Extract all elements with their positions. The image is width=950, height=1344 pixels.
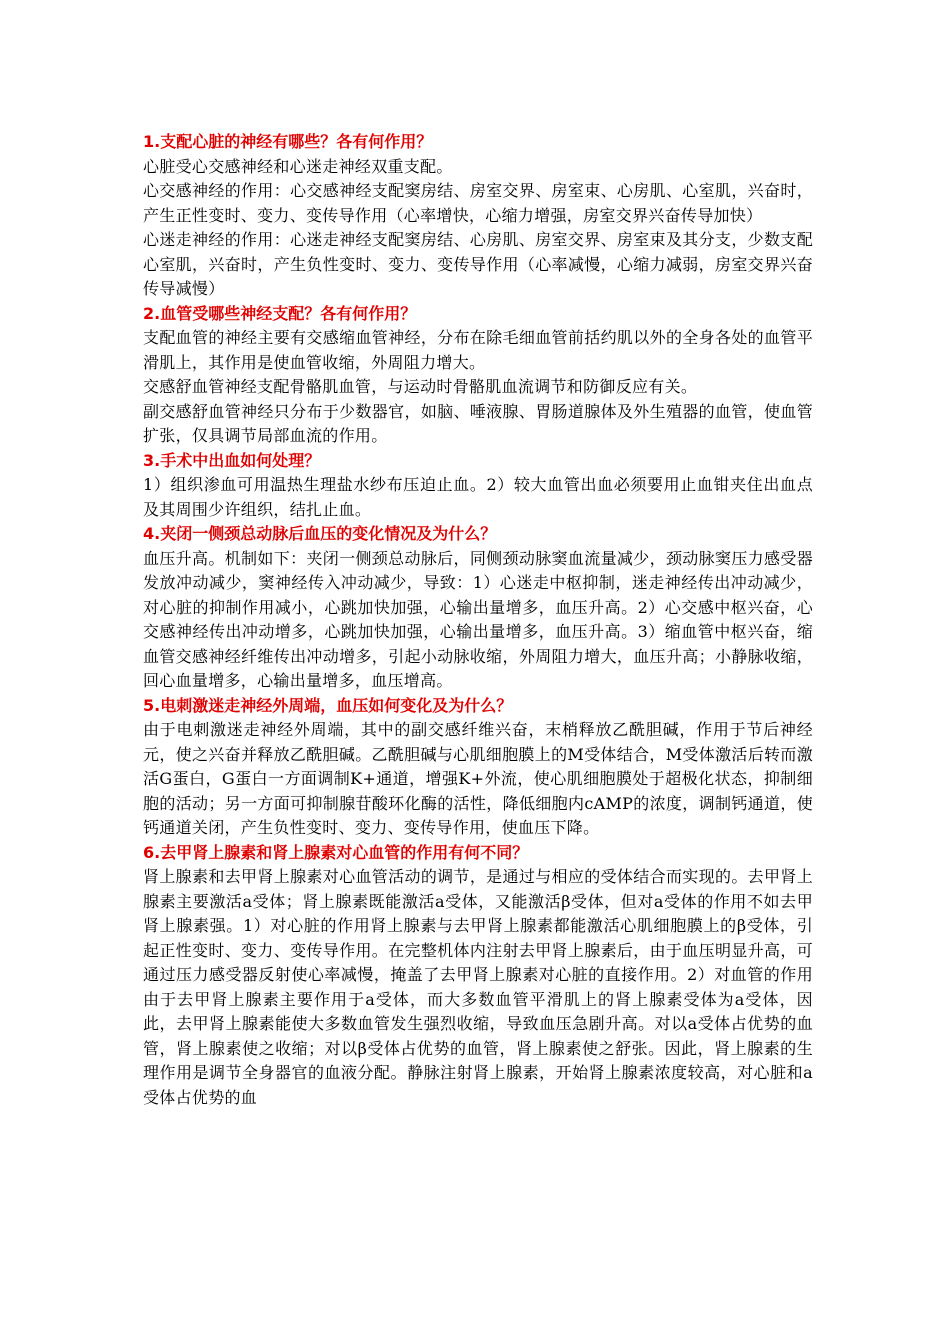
answer-paragraph: 心交感神经的作用：心交感神经支配窦房结、房室交界、房室束、心房肌、心室肌，兴奋时，产生正性变时、变力、变传导作用（心率增快，心缩力增强，房室交界兴奋传导加快） bbox=[143, 181, 813, 225]
answer-paragraph: 副交感舒血管神经只分布于少数器官，如脑、唾液腺、胃肠道腺体及外生殖器的血管，使血管扩张，仅具调节局部血流的作用。 bbox=[143, 401, 813, 445]
answer-paragraph: 1）组织渗血可用温热生理盐水纱布压迫止血。2）较大血管出血必须要用止血钳夹住出血点及其周围少许组织，结扎止血。 bbox=[143, 475, 813, 519]
question-heading: 1.支配心脏的神经有哪些？各有何作用？ bbox=[143, 132, 433, 151]
document-page bbox=[143, 130, 813, 1110]
answer-paragraph: 肾上腺素和去甲肾上腺素对心血管活动的调节，是通过与相应的受体结合而实现的。去甲肾上腺素主要激活a受体；肾上腺素既能激活a受体，又能激活β受体，但对a受体的作用不如去甲肾上腺素强。1）对心脏的作用肾上腺素与去甲肾上腺素都能激活心肌细胞膜上的β受体，引起正性变时、变力、变传导作用。在完整机体内注射去甲肾上腺素后，由于血压明显升高，可通过压力感受器反射使心率减慢，掩盖了去甲肾上腺素对心脏的直接作用。2）对血管的作用由于去甲肾上腺素主要作用于a受体，而大多数血管平滑肌上的肾上腺素受体为a受体，因此，去甲肾上腺素能使大多数血管发生强烈收缩，导致血压急剧升高。对以a受体占优势的血管，肾上腺素使之收缩；对以β受体占优势的血管，肾上腺素使之舒张。因此，肾上腺素的生理作用是调节全身器官的血液分配。静脉注射肾上腺素，开始肾上腺素浓度较高，对心脏和a受体占优势的血 bbox=[143, 867, 813, 1107]
answer-paragraph: 血压升高。机制如下：夹闭一侧颈总动脉后，同侧颈动脉窦血流量减少，颈动脉窦压力感受器发放冲动减少，窦神经传入冲动减少，导致：1）心迷走中枢抑制，迷走神经传出冲动减少，对心脏的抑制作用减小，心跳加快加强，心输出量增多，血压升高。2）心交感中枢兴奋，心交感神经传出冲动增多，心跳加快加强，心输出量增多，血压升高。3）缩血管中枢兴奋，缩血管交感神经纤维传出冲动增多，引起小动脉收缩，外周阻力增大，血压升高；小静脉收缩，回心血量增多，心输出量增多，血压增高。 bbox=[143, 548, 813, 690]
question-heading: 4.夹闭一侧颈总动脉后血压的变化情况及为什么？ bbox=[143, 524, 497, 543]
answer-paragraph: 支配血管的神经主要有交感缩血管神经，分布在除毛细血管前括约肌以外的全身各处的血管平滑肌上，其作用是使血管收缩，外周阻力增大。 bbox=[143, 328, 813, 372]
question-heading: 3.手术中出血如何处理？ bbox=[143, 450, 321, 470]
answer-paragraph: 心脏受心交感神经和心迷走神经双重支配。 bbox=[143, 156, 453, 176]
answer-paragraph: 交感舒血管神经支配骨骼肌血管，与运动时骨骼肌血流调节和防御反应有关。 bbox=[143, 377, 698, 396]
question-heading: 5.电刺激迷走神经外周端，血压如何变化及为什么？ bbox=[143, 695, 513, 715]
question-heading: 2.血管受哪些神经支配？各有何作用？ bbox=[143, 303, 417, 323]
question-heading: 6.去甲肾上腺素和肾上腺素对心血管的作用有何不同？ bbox=[143, 842, 529, 862]
answer-paragraph: 心迷走神经的作用：心迷走神经支配窦房结、心房肌、房室交界、房室束及其分支，少数支配心室肌，兴奋时，产生负性变时、变力、变传导作用（心率减慢，心缩力减弱，房室交界兴奋传导减慢） bbox=[143, 230, 813, 298]
answer-paragraph: 由于电刺激迷走神经外周端，其中的副交感纤维兴奋，末梢释放乙酰胆碱，作用于节后神经元，使之兴奋并释放乙酰胆碱。乙酰胆碱与心肌细胞膜上的M受体结合，M受体激活后转而激活G蛋白，G蛋白一方面调制K+通道，增强K+外流，使心肌细胞膜处于超极化状态，抑制细胞的活动；另一方面可抑制腺苷酸环化酶的活性，降低细胞内cAMP的浓度，调制钙通道，使钙通道关闭，产生负性变时、变力、变传导作用，使血压下降。 bbox=[143, 720, 813, 837]
